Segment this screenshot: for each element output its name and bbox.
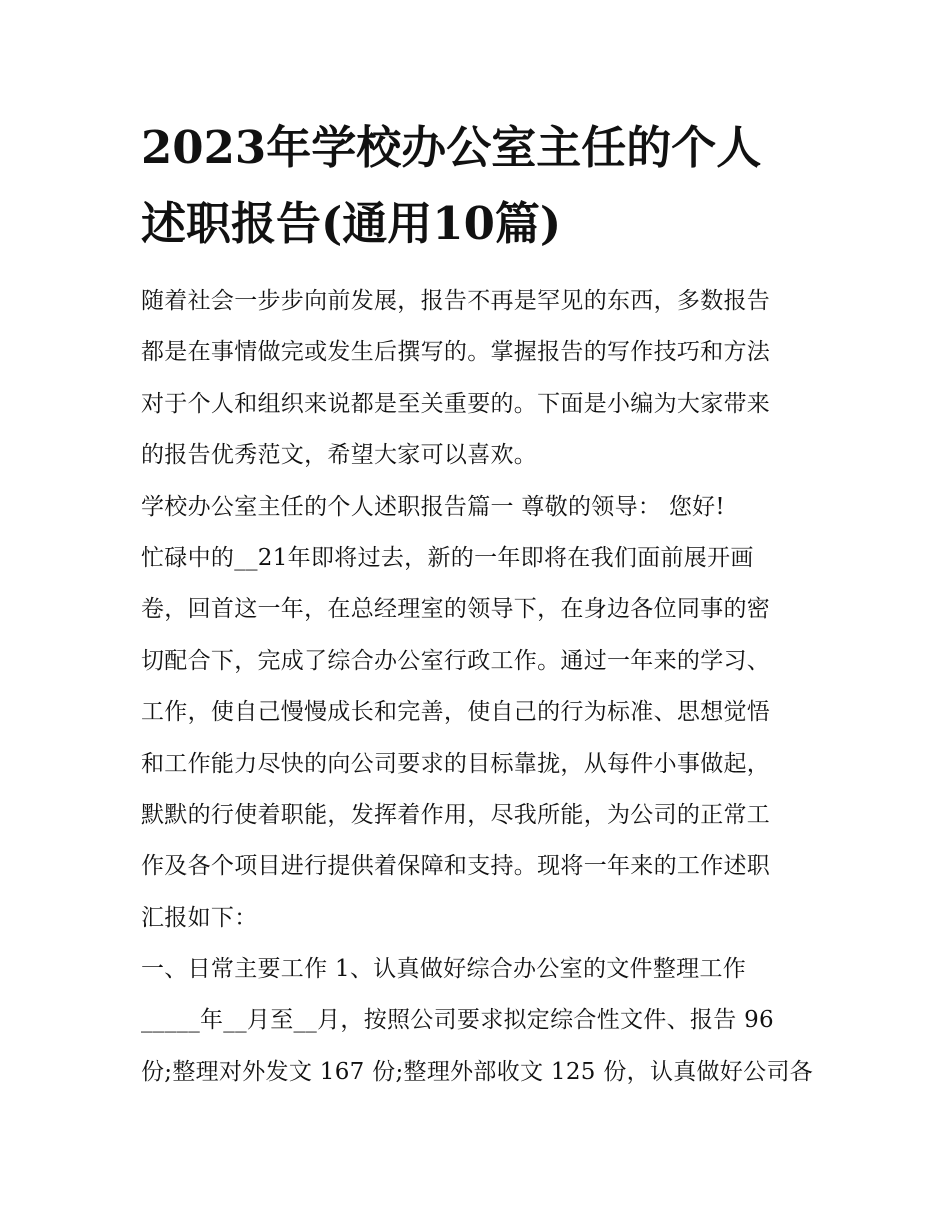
body-line-10: 和工作能力尽快的向公司要求的目标靠拢，从每件小事做起， xyxy=(141,750,771,777)
body-line-2: 都是在事情做完或发生后撰写的。掌握报告的写作技巧和方法 xyxy=(141,339,771,366)
body-line-8: 切配合下，完成了综合办公室行政工作。通过一年来的学习、 xyxy=(141,647,771,674)
document-title xyxy=(141,110,821,262)
body-line-7: 卷，回首这一年，在总经理室的领导下，在身边各位同事的密 xyxy=(141,596,771,623)
document-body xyxy=(141,276,821,1098)
body-line-14: 一、日常主要工作 1、认真做好综合办公室的文件整理工作 xyxy=(141,956,747,983)
body-line-4: 的报告优秀范文，希望大家可以喜欢。 xyxy=(141,442,538,469)
body-line-13: 汇报如下： xyxy=(141,904,258,931)
title-line-2: 述职报告(通用10篇) xyxy=(141,197,562,250)
body-line-3: 对于个人和组织来说都是至关重要的。下面是小编为大家带来 xyxy=(141,390,771,417)
body-line-5: 学校办公室主任的个人述职报告篇一 尊敬的领导： 您好! xyxy=(141,493,725,520)
body-line-6: 忙碌中的__21年即将过去，新的一年即将在我们面前展开画 xyxy=(141,544,754,571)
body-line-12: 作及各个项目进行提供着保障和支持。现将一年来的工作述职 xyxy=(141,853,771,880)
title-line-1: 2023年学校办公室主任的个人 xyxy=(141,121,762,174)
body-line-11: 默默的行使着职能，发挥着作用，尽我所能，为公司的正常工 xyxy=(141,801,771,828)
body-line-9: 工作，使自己慢慢成长和完善，使自己的行为标准、思想觉悟 xyxy=(141,699,771,726)
body-line-1: 随着社会一步步向前发展，报告不再是罕见的东西，多数报告 xyxy=(141,288,771,314)
body-line-16: 份;整理对外发文 167 份;整理外部收文 125 份，认真做好公司各 xyxy=(141,1058,814,1085)
body-line-15: _____年__月至__月，按照公司要求拟定综合性文件、报告 96 xyxy=(141,1007,774,1034)
